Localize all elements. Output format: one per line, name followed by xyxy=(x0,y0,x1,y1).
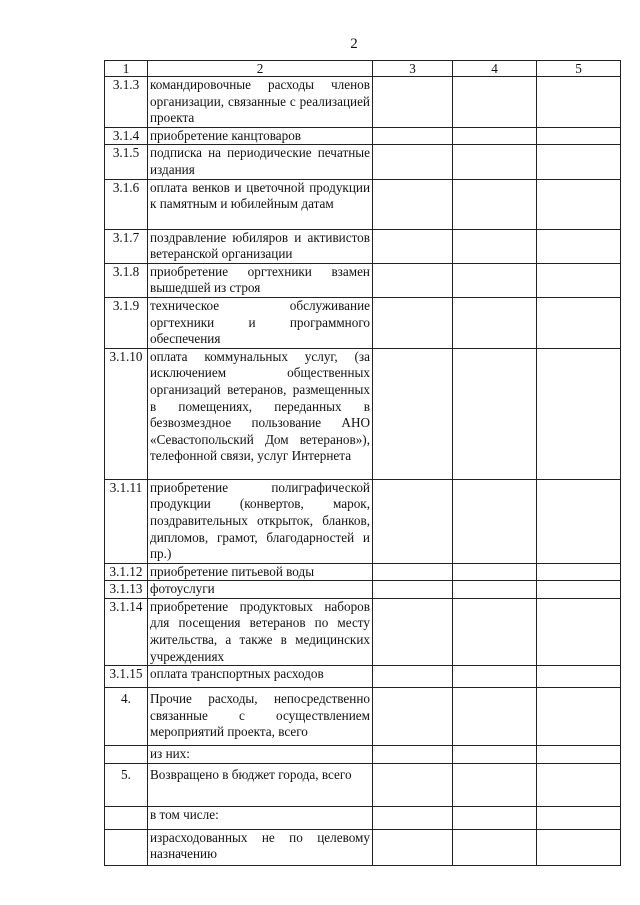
row-value-cell-4 xyxy=(453,263,537,297)
row-value-cell-4 xyxy=(453,297,537,348)
row-value-cell-5 xyxy=(537,581,621,599)
row-description-cell: фотоуслуги xyxy=(148,581,373,599)
row-description-cell: поздравление юбиляров и активистов ветеранской организации xyxy=(148,229,373,263)
table-row xyxy=(105,229,621,263)
row-value-cell-5 xyxy=(537,806,621,829)
row-value-cell-3 xyxy=(373,563,453,581)
row-value-cell-4 xyxy=(453,479,537,563)
row-value-cell-3 xyxy=(373,688,453,746)
row-number-cell: 3.1.4 xyxy=(105,127,148,145)
row-value-cell-5 xyxy=(537,563,621,581)
row-number-cell xyxy=(105,746,148,764)
row-value-cell-4 xyxy=(453,806,537,829)
row-value-cell-5 xyxy=(537,666,621,688)
row-value-cell-3 xyxy=(373,581,453,599)
row-value-cell-5 xyxy=(537,688,621,746)
row-value-cell-5 xyxy=(537,297,621,348)
row-value-cell-5 xyxy=(537,77,621,128)
row-number-cell: 4. xyxy=(105,688,148,746)
row-number-cell: 3.1.10 xyxy=(105,348,148,479)
column-header-1: 1 xyxy=(105,61,148,77)
table-row xyxy=(105,598,621,665)
row-value-cell-3 xyxy=(373,127,453,145)
row-description-cell: приобретение полиграфической продукции (конвертов, марок, поздравительных открыток, бланков, дипломов, грамот, благодарностей и пр.) xyxy=(148,479,373,563)
row-value-cell-4 xyxy=(453,763,537,806)
row-value-cell-5 xyxy=(537,229,621,263)
table-row xyxy=(105,145,621,179)
row-number-cell xyxy=(105,829,148,865)
row-value-cell-5 xyxy=(537,479,621,563)
column-header-2: 2 xyxy=(148,61,373,77)
table-row xyxy=(105,263,621,297)
row-value-cell-4 xyxy=(453,77,537,128)
table-row xyxy=(105,746,621,764)
row-number-cell: 3.1.13 xyxy=(105,581,148,599)
row-value-cell-4 xyxy=(453,563,537,581)
row-value-cell-3 xyxy=(373,229,453,263)
row-description-cell: Возвращено в бюджет города, всего xyxy=(148,763,373,806)
row-value-cell-5 xyxy=(537,763,621,806)
column-header-4: 4 xyxy=(453,61,537,77)
row-description-cell: приобретение продуктовых наборов для посещения ветеранов по месту жительства, а также в медицинских учреждениях xyxy=(148,598,373,665)
row-value-cell-5 xyxy=(537,829,621,865)
row-value-cell-4 xyxy=(453,127,537,145)
table-row xyxy=(105,581,621,599)
row-value-cell-4 xyxy=(453,179,537,229)
row-value-cell-4 xyxy=(453,348,537,479)
row-value-cell-3 xyxy=(373,479,453,563)
row-value-cell-5 xyxy=(537,127,621,145)
row-number-cell: 5. xyxy=(105,763,148,806)
row-value-cell-5 xyxy=(537,746,621,764)
column-header-3: 3 xyxy=(373,61,453,77)
row-value-cell-3 xyxy=(373,348,453,479)
column-header-5: 5 xyxy=(537,61,621,77)
row-value-cell-4 xyxy=(453,688,537,746)
row-value-cell-3 xyxy=(373,598,453,665)
row-number-cell xyxy=(105,806,148,829)
row-number-cell: 3.1.7 xyxy=(105,229,148,263)
table-header-row xyxy=(105,61,621,77)
row-description-cell: из них: xyxy=(148,746,373,764)
row-value-cell-4 xyxy=(453,229,537,263)
row-number-cell: 3.1.3 xyxy=(105,77,148,128)
row-description-cell: израсходованных не по целевому назначению xyxy=(148,829,373,865)
table-row xyxy=(105,297,621,348)
row-description-cell: в том числе: xyxy=(148,806,373,829)
table-row xyxy=(105,348,621,479)
row-value-cell-3 xyxy=(373,297,453,348)
row-value-cell-5 xyxy=(537,598,621,665)
row-value-cell-3 xyxy=(373,77,453,128)
row-description-cell: оплата венков и цветочной продукции к памятным и юбилейным датам xyxy=(148,179,373,229)
row-value-cell-3 xyxy=(373,666,453,688)
row-description-cell: приобретение оргтехники взамен вышедшей из строя xyxy=(148,263,373,297)
table-row xyxy=(105,763,621,806)
row-value-cell-5 xyxy=(537,263,621,297)
row-value-cell-5 xyxy=(537,348,621,479)
row-number-cell: 3.1.15 xyxy=(105,666,148,688)
row-number-cell: 3.1.6 xyxy=(105,179,148,229)
table-row xyxy=(105,688,621,746)
row-description-cell: оплата транспортных расходов xyxy=(148,666,373,688)
page-number: 2 xyxy=(350,36,358,52)
table-row xyxy=(105,179,621,229)
table-row xyxy=(105,127,621,145)
row-value-cell-3 xyxy=(373,263,453,297)
row-value-cell-3 xyxy=(373,806,453,829)
row-number-cell: 3.1.8 xyxy=(105,263,148,297)
row-value-cell-3 xyxy=(373,179,453,229)
row-description-cell: приобретение канцтоваров xyxy=(148,127,373,145)
row-value-cell-4 xyxy=(453,581,537,599)
row-description-cell: Прочие расходы, непосредственно связанные с осуществлением мероприятий проекта, всего xyxy=(148,688,373,746)
row-value-cell-5 xyxy=(537,179,621,229)
table-row xyxy=(105,479,621,563)
row-value-cell-4 xyxy=(453,145,537,179)
row-value-cell-4 xyxy=(453,666,537,688)
row-value-cell-4 xyxy=(453,746,537,764)
table-row xyxy=(105,563,621,581)
row-number-cell: 3.1.12 xyxy=(105,563,148,581)
table-row xyxy=(105,806,621,829)
row-description-cell: командировочные расходы членов организации, связанные с реализацией проекта xyxy=(148,77,373,128)
row-value-cell-3 xyxy=(373,763,453,806)
row-description-cell: подписка на периодические печатные издания xyxy=(148,145,373,179)
table-row xyxy=(105,77,621,128)
row-value-cell-3 xyxy=(373,829,453,865)
expense-table xyxy=(104,60,621,866)
row-description-cell: приобретение питьевой воды xyxy=(148,563,373,581)
row-number-cell: 3.1.11 xyxy=(105,479,148,563)
row-value-cell-3 xyxy=(373,145,453,179)
row-number-cell: 3.1.14 xyxy=(105,598,148,665)
row-number-cell: 3.1.9 xyxy=(105,297,148,348)
row-value-cell-3 xyxy=(373,746,453,764)
row-description-cell: техническое обслуживание оргтехники и программного обеспечения xyxy=(148,297,373,348)
row-value-cell-4 xyxy=(453,829,537,865)
row-value-cell-4 xyxy=(453,598,537,665)
table-row xyxy=(105,666,621,688)
table-row xyxy=(105,829,621,865)
row-value-cell-5 xyxy=(537,145,621,179)
row-number-cell: 3.1.5 xyxy=(105,145,148,179)
row-description-cell: оплата коммунальных услуг, (за исключением общественных организаций ветеранов, размещенных в помещениях, переданных в безвозмездное пользование АНО «Севастопольский Дом ветеранов»), телефонной связи, услуг Интернета xyxy=(148,348,373,479)
